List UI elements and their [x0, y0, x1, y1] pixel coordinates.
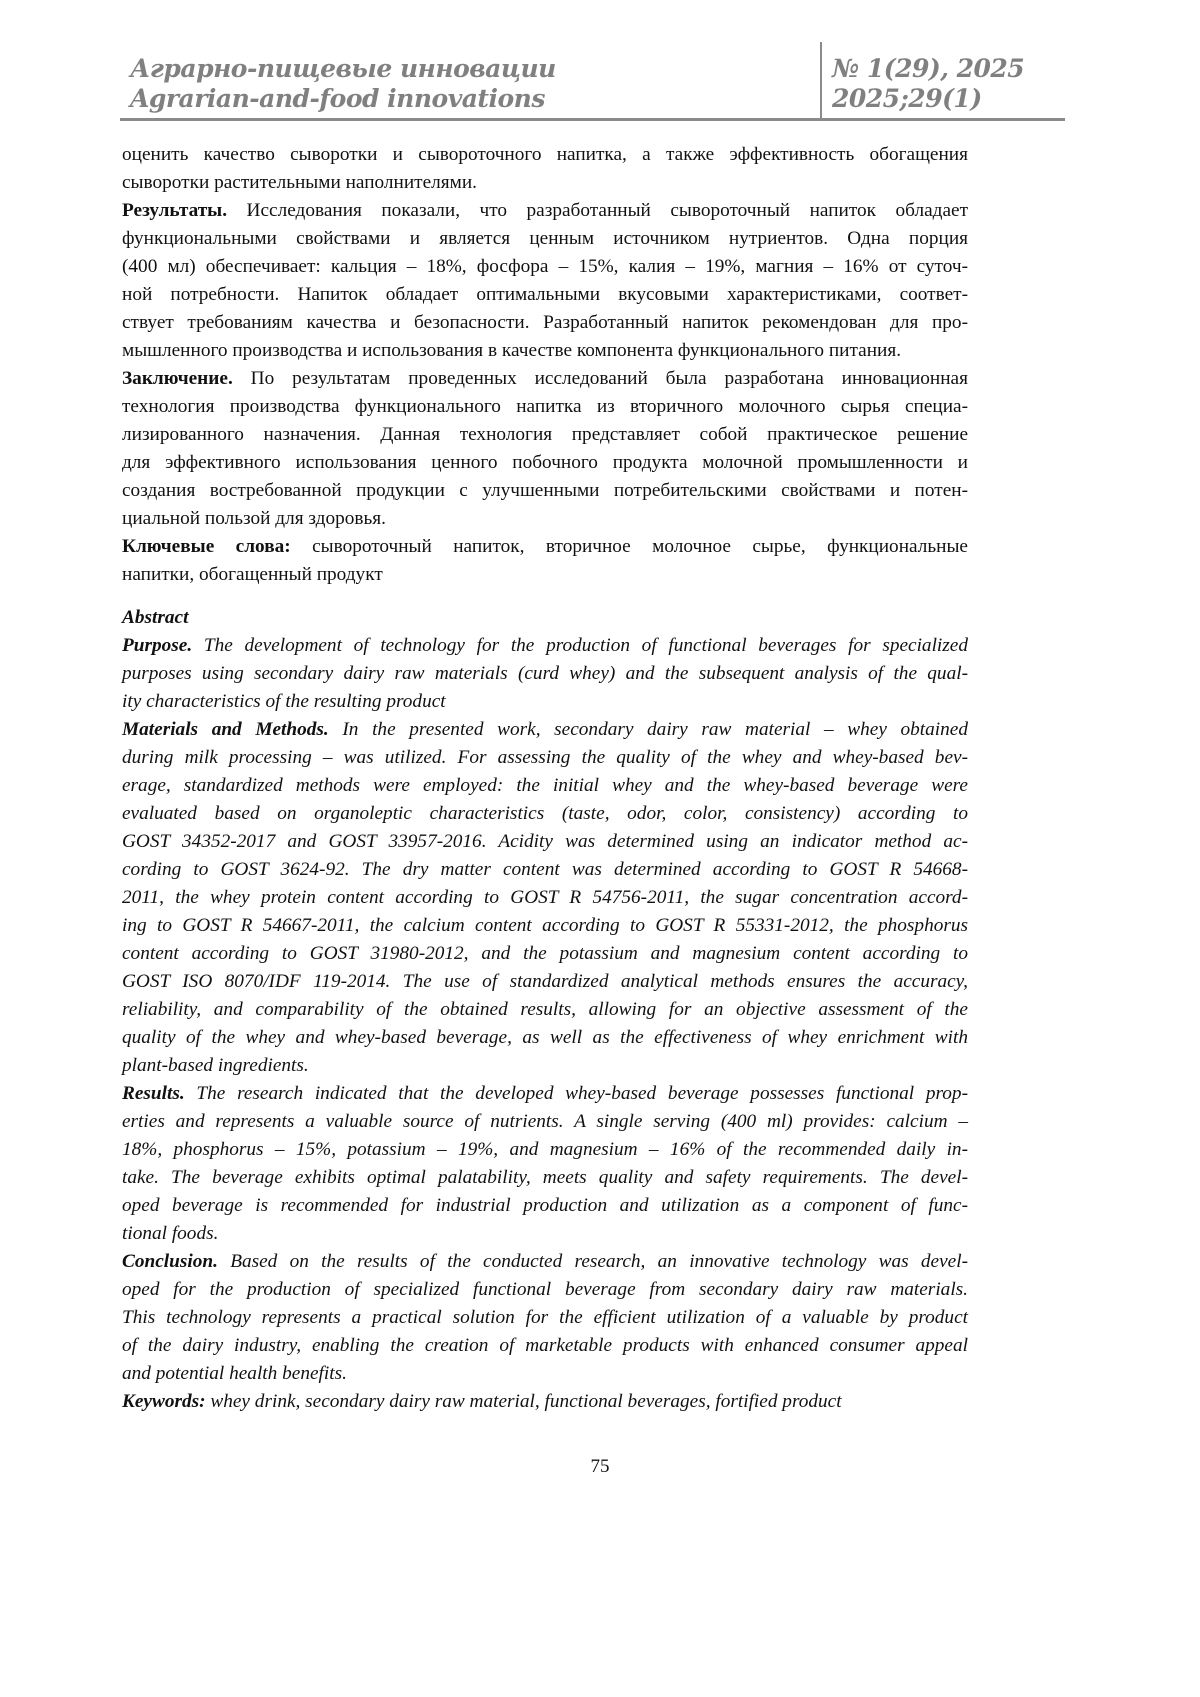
paragraph-lead: Ключевые слова:	[122, 536, 291, 557]
text-line	[122, 449, 968, 477]
text-line	[122, 912, 968, 940]
journal-title-en: Agrarian-and-food innovations	[130, 84, 556, 114]
issue-en: 2025;29(1)	[832, 84, 1024, 114]
paragraph-lead: Purpose.	[122, 635, 192, 656]
journal-title-ru: Аграрно-пищевые инновации	[130, 54, 556, 84]
paragraph	[122, 716, 968, 1080]
journal-title	[130, 54, 556, 114]
text-line	[122, 828, 968, 856]
line-text: reliability, and comparability of the obtained results, allowing for an objective assessment of the	[122, 999, 968, 1020]
paragraph	[122, 141, 968, 197]
text-line	[122, 1360, 968, 1388]
line-text: during milk processing – was utilized. For assessing the quality of the whey and whey-based bev-	[122, 747, 968, 768]
line-text: GOST ISO 8070/IDF 119-2014. The use of standardized analytical methods ensures the accuracy,	[122, 971, 968, 992]
text-line	[122, 337, 968, 365]
text-line	[122, 533, 968, 561]
text-line	[122, 1248, 968, 1276]
paragraph-lead: Results.	[122, 1083, 185, 1104]
line-text: tional foods.	[122, 1223, 218, 1244]
paragraph	[122, 1080, 968, 1248]
line-text: oped for the production of specialized functional beverage from secondary dairy raw materials.	[122, 1279, 968, 1300]
line-text: Исследования показали, что разработанный сывороточный напиток обладает	[247, 200, 968, 221]
issue-ru: № 1(29), 2025	[832, 54, 1024, 84]
paragraph-lead: Результаты.	[122, 200, 227, 221]
text-line	[122, 281, 968, 309]
paragraph	[122, 1248, 968, 1388]
line-text: purposes using secondary dairy raw materials (curd whey) and the subsequent analysis of the qual-	[122, 663, 968, 684]
text-line	[122, 688, 968, 716]
paragraph-lead: Materials and Methods.	[122, 719, 329, 740]
text-line	[122, 772, 968, 800]
line-text: ity characteristics of the resulting product	[122, 691, 446, 712]
text-line	[122, 505, 968, 533]
text-line	[122, 477, 968, 505]
line-text: The development of technology for the production of functional beverages for specialized	[204, 635, 968, 656]
line-text: plant-based ingredients.	[122, 1055, 309, 1076]
line-text: По результатам проведенных исследований была разработана инновационная	[251, 368, 968, 389]
line-text: оценить качество сыворотки и сывороточного напитка, а также эффективность обогащения	[122, 144, 968, 165]
line-text: In the presented work, secondary dairy raw material – whey obtained	[342, 719, 968, 740]
line-text: This technology represents a practical solution for the efficient utilization of a valuable by product	[122, 1307, 968, 1328]
line-text: ing to GOST R 54667-2011, the calcium content according to GOST R 55331-2012, the phosphorus	[122, 915, 968, 936]
text-line	[122, 393, 968, 421]
line-text: of the dairy industry, enabling the creation of marketable products with enhanced consumer appeal	[122, 1335, 968, 1356]
line-text: 18%, phosphorus – 15%, potassium – 19%, and magnesium – 16% of the recommended daily in-	[122, 1139, 968, 1160]
line-text: лизированного назначения. Данная технология представляет собой практическое решение	[122, 424, 968, 445]
line-text: Based on the results of the conducted research, an innovative technology was devel-	[230, 1251, 968, 1272]
line-text: take. The beverage exhibits optimal palatability, meets quality and safety requirements. The devel-	[122, 1167, 968, 1188]
paragraph-lead: Conclusion.	[122, 1251, 218, 1272]
page-number: 75	[0, 1456, 1200, 1478]
paragraph	[122, 632, 968, 716]
line-text: erties and represents a valuable source of nutrients. A single serving (400 ml) provides: calcium –	[122, 1111, 968, 1132]
text-line	[122, 1220, 968, 1248]
text-line	[122, 744, 968, 772]
line-text: erage, standardized methods were employed: the initial whey and the whey-based beverage were	[122, 775, 968, 796]
line-text: технология производства функционального напитка из вторичного молочного сырья специа-	[122, 396, 968, 417]
text-line	[122, 197, 968, 225]
line-text: ной потребности. Напиток обладает оптимальными вкусовыми характеристиками, соответ-	[122, 284, 968, 305]
text-line	[122, 1276, 968, 1304]
abstract-heading: Abstract	[122, 604, 968, 632]
line-text: cording to GOST 3624-92. The dry matter content was determined according to GOST R 54668-	[122, 859, 968, 880]
text-line	[122, 716, 968, 744]
text-line	[122, 1080, 968, 1108]
text-line	[122, 996, 968, 1024]
line-text: The research indicated that the developed whey-based beverage possesses functional prop-	[196, 1083, 968, 1104]
line-text: quality of the whey and whey-based beverage, as well as the effectiveness of whey enrichment with	[122, 1027, 968, 1048]
line-text: мышленного производства и использования в качестве компонента функционального питания.	[122, 340, 901, 361]
line-text: whey drink, secondary dairy raw material, functional beverages, fortified product	[210, 1391, 841, 1412]
line-text: сывороточный напиток, вторичное молочное сырье, функциональные	[312, 536, 968, 557]
english-abstract	[122, 632, 968, 1416]
header-divider	[820, 42, 822, 118]
paragraph	[122, 1388, 968, 1416]
text-line	[122, 1164, 968, 1192]
text-line	[122, 1192, 968, 1220]
line-text: evaluated based on organoleptic characteristics (taste, odor, color, consistency) according to	[122, 803, 968, 824]
text-line	[122, 561, 968, 589]
text-line	[122, 365, 968, 393]
line-text: функциональными свойствами и является ценным источником нутриентов. Одна порция	[122, 228, 968, 249]
line-text: (400 мл) обеспечивает: кальция – 18%, фосфора – 15%, калия – 19%, магния – 16% от суточ-	[122, 256, 968, 277]
line-text: для эффективного использования ценного побочного продукта молочной промышленности и	[122, 452, 968, 473]
text-line	[122, 1304, 968, 1332]
issue-info	[832, 54, 1024, 114]
text-line	[122, 141, 968, 169]
text-line	[122, 253, 968, 281]
text-line	[122, 856, 968, 884]
text-line	[122, 1024, 968, 1052]
line-text: 2011, the whey protein content according to GOST R 54756-2011, the sugar concentration accord-	[122, 887, 968, 908]
line-text: and potential health benefits.	[122, 1363, 347, 1384]
text-line	[122, 1332, 968, 1360]
text-line	[122, 940, 968, 968]
russian-abstract	[122, 141, 968, 589]
line-text: content according to GOST 31980-2012, and the potassium and magnesium content according to	[122, 943, 968, 964]
line-text: напитки, обогащенный продукт	[122, 564, 383, 585]
paragraph	[122, 197, 968, 365]
text-line	[122, 632, 968, 660]
text-line	[122, 421, 968, 449]
text-line	[122, 1136, 968, 1164]
article-body	[122, 141, 968, 1416]
paragraph-lead: Заключение.	[122, 368, 233, 389]
text-line	[122, 1108, 968, 1136]
line-text: циальной пользой для здоровья.	[122, 508, 386, 529]
text-line	[122, 800, 968, 828]
paragraph	[122, 533, 968, 589]
text-line	[122, 660, 968, 688]
text-line	[122, 884, 968, 912]
paragraph	[122, 365, 968, 533]
line-text: ствует требованиям качества и безопасности. Разработанный напиток рекомендован для про-	[122, 312, 968, 333]
text-line	[122, 968, 968, 996]
line-text: GOST 34352-2017 and GOST 33957-2016. Acidity was determined using an indicator method ac-	[122, 831, 968, 852]
text-line	[122, 1052, 968, 1080]
text-line	[122, 225, 968, 253]
running-header	[120, 50, 1065, 121]
line-text: сыворотки растительными наполнителями.	[122, 172, 477, 193]
text-line	[122, 309, 968, 337]
line-text: создания востребованной продукции с улучшенными потребительскими свойствами и потен-	[122, 480, 968, 501]
paragraph-lead: Keywords:	[122, 1391, 206, 1412]
text-line	[122, 1388, 968, 1416]
text-line	[122, 169, 968, 197]
line-text: oped beverage is recommended for industrial production and utilization as a component of func-	[122, 1195, 968, 1216]
